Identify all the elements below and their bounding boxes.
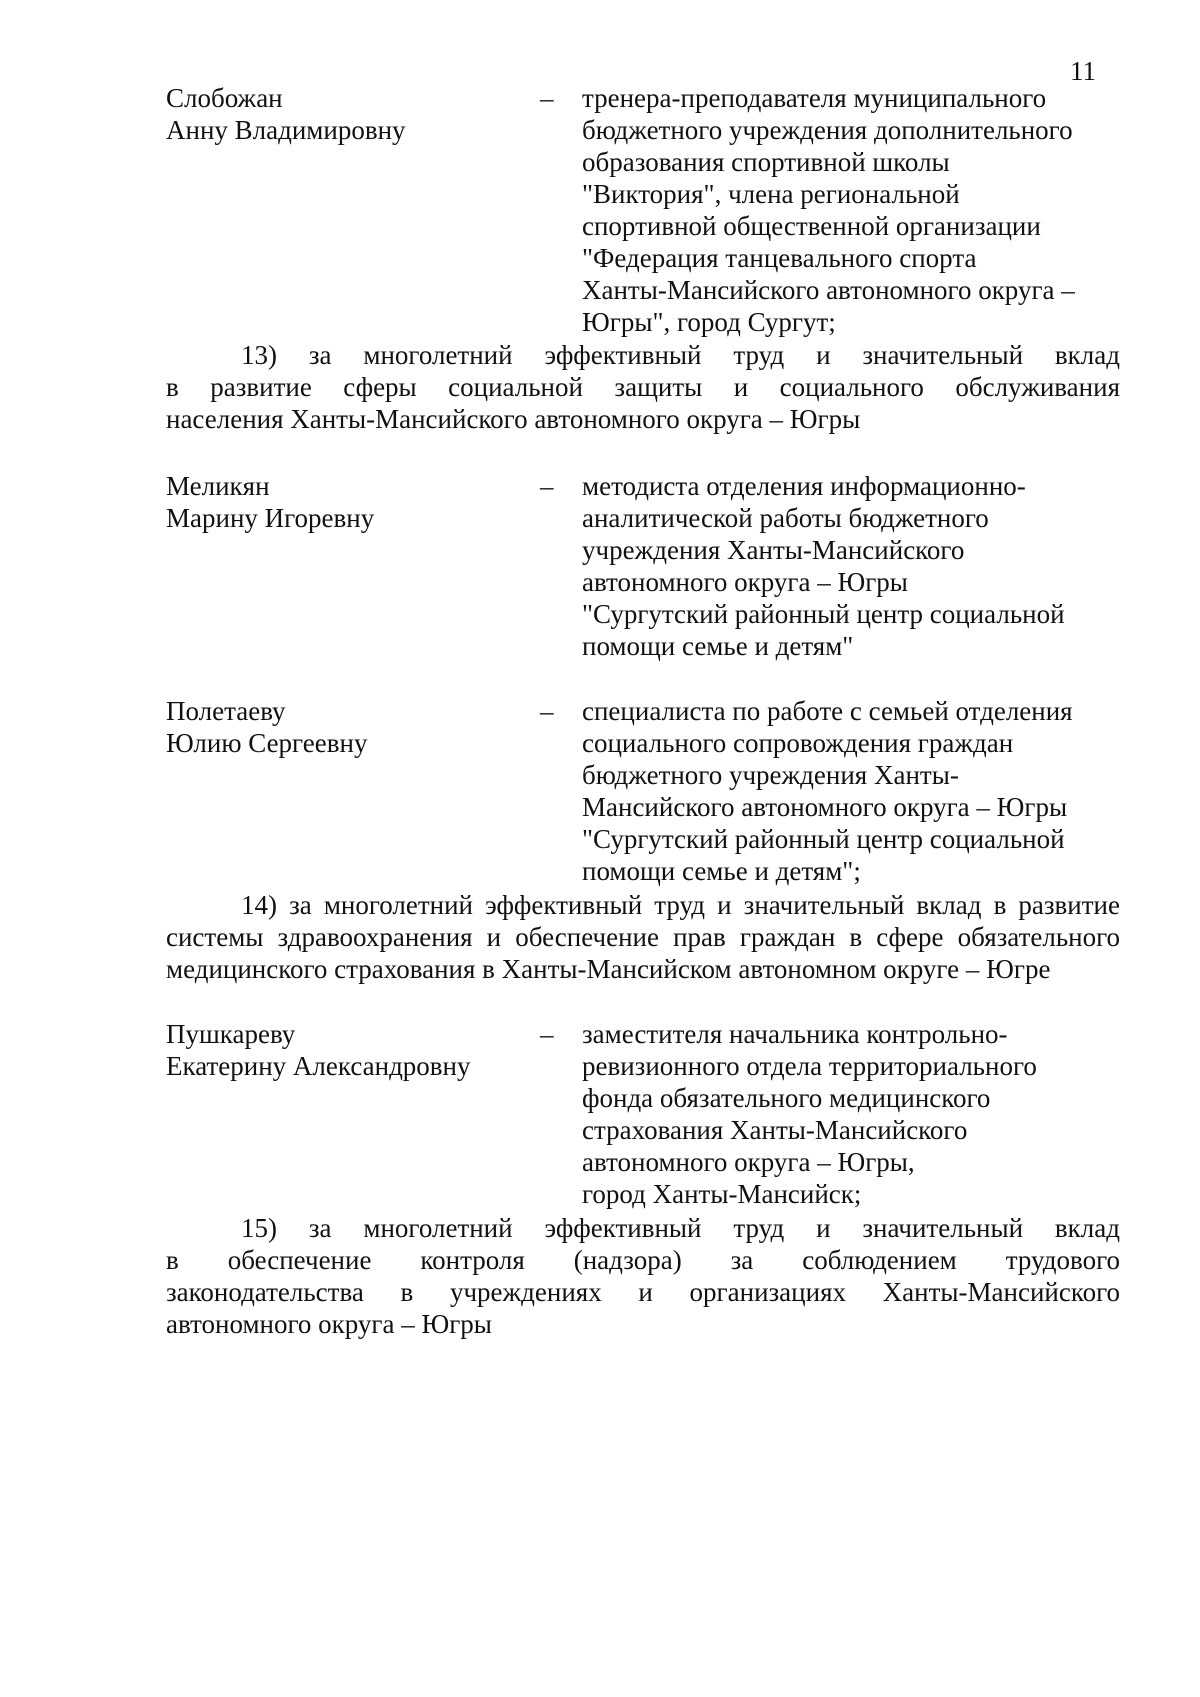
position-line: социального сопровождения граждан [582,728,1014,758]
recipient-position [582,1018,1122,1210]
position-line: методиста отделения информационно- [582,471,1026,501]
position-line: Югры", город Сургут; [582,307,836,337]
position-line: автономного округа – Югры [582,567,908,597]
recipient-name [166,82,406,146]
position-line: заместителя начальника контрольно- [582,1019,1008,1049]
clause-line: в развитие сферы социальной защиты и социального обслуживания [166,372,1120,402]
recipient-surname: Пушкареву [166,1019,296,1049]
position-line: тренера-преподавателя муниципального [582,83,1047,113]
position-line: "Сургутский районный центр социальной [582,599,1065,629]
separator-dash: – [540,83,554,113]
clause-line: в обеспечение контроля (надзора) за соблюдением трудового [166,1245,1120,1275]
separator-dash: – [540,1019,554,1049]
recipient-given-names: Екатерину Александровну [166,1051,471,1081]
recipient-position [582,695,1122,887]
position-line: бюджетного учреждения Ханты- [582,760,959,790]
position-line: образования спортивной школы [582,147,950,177]
position-line: "Федерация танцевального спорта [582,243,977,273]
position-line: фонда обязательного медицинского [582,1083,991,1113]
recipient-surname: Меликян [166,471,270,501]
award-clause-14 [166,889,1120,985]
position-line: специалиста по работе с семьей отделения [582,696,1073,726]
recipient-name [166,470,374,534]
position-line: помощи семье и детям"; [582,856,861,886]
recipient-surname: Слобожан [166,83,283,113]
position-line: "Виктория", члена региональной [582,179,960,209]
position-line: Мансийского автономного округа – Югры [582,792,1068,822]
page-number: 11 [1070,56,1096,86]
position-line: страхования Ханты-Мансийского [582,1115,968,1145]
recipient-name [166,695,367,759]
recipient-name [166,1018,471,1082]
recipient-given-names: Анну Владимировну [166,115,406,145]
clause-line: 14) за многолетний эффективный труд и значительный вклад в развитие [241,890,1120,920]
separator-dash: – [540,471,554,501]
position-line: "Сургутский районный центр социальной [582,824,1065,854]
separator-dash: – [540,696,554,726]
recipient-given-names: Марину Игоревну [166,503,375,533]
position-line: спортивной общественной организации [582,211,1041,241]
award-clause-15 [166,1212,1120,1340]
position-line: Ханты-Мансийского автономного округа – [582,275,1075,305]
position-line: город Ханты-Мансийск; [582,1179,862,1209]
clause-line: системы здравоохранения и обеспечение прав граждан в сфере обязательного [166,922,1120,952]
position-line: бюджетного учреждения дополнительного [582,115,1073,145]
clause-line: автономного округа – Югры [166,1309,492,1339]
recipient-position [582,470,1122,662]
award-clause-13 [166,339,1120,435]
clause-line: законодательства в учреждениях и организациях Ханты-Мансийского [166,1277,1120,1307]
position-line: автономного округа – Югры, [582,1147,915,1177]
recipient-position [582,82,1122,338]
position-line: аналитической работы бюджетного [582,503,989,533]
recipient-surname: Полетаеву [166,696,286,726]
position-line: учреждения Ханты-Мансийского [582,535,965,565]
clause-line: населения Ханты-Мансийского автономного округа – Югры [166,404,861,434]
recipient-given-names: Юлию Сергеевну [166,728,368,758]
position-line: ревизионного отдела территориального [582,1051,1037,1081]
clause-line: 13) за многолетний эффективный труд и значительный вклад [241,340,1120,370]
clause-line: медицинского страхования в Ханты-Мансийском автономном округе – Югре [166,954,1051,984]
clause-line: 15) за многолетний эффективный труд и значительный вклад [241,1213,1120,1243]
position-line: помощи семье и детям" [582,631,854,661]
